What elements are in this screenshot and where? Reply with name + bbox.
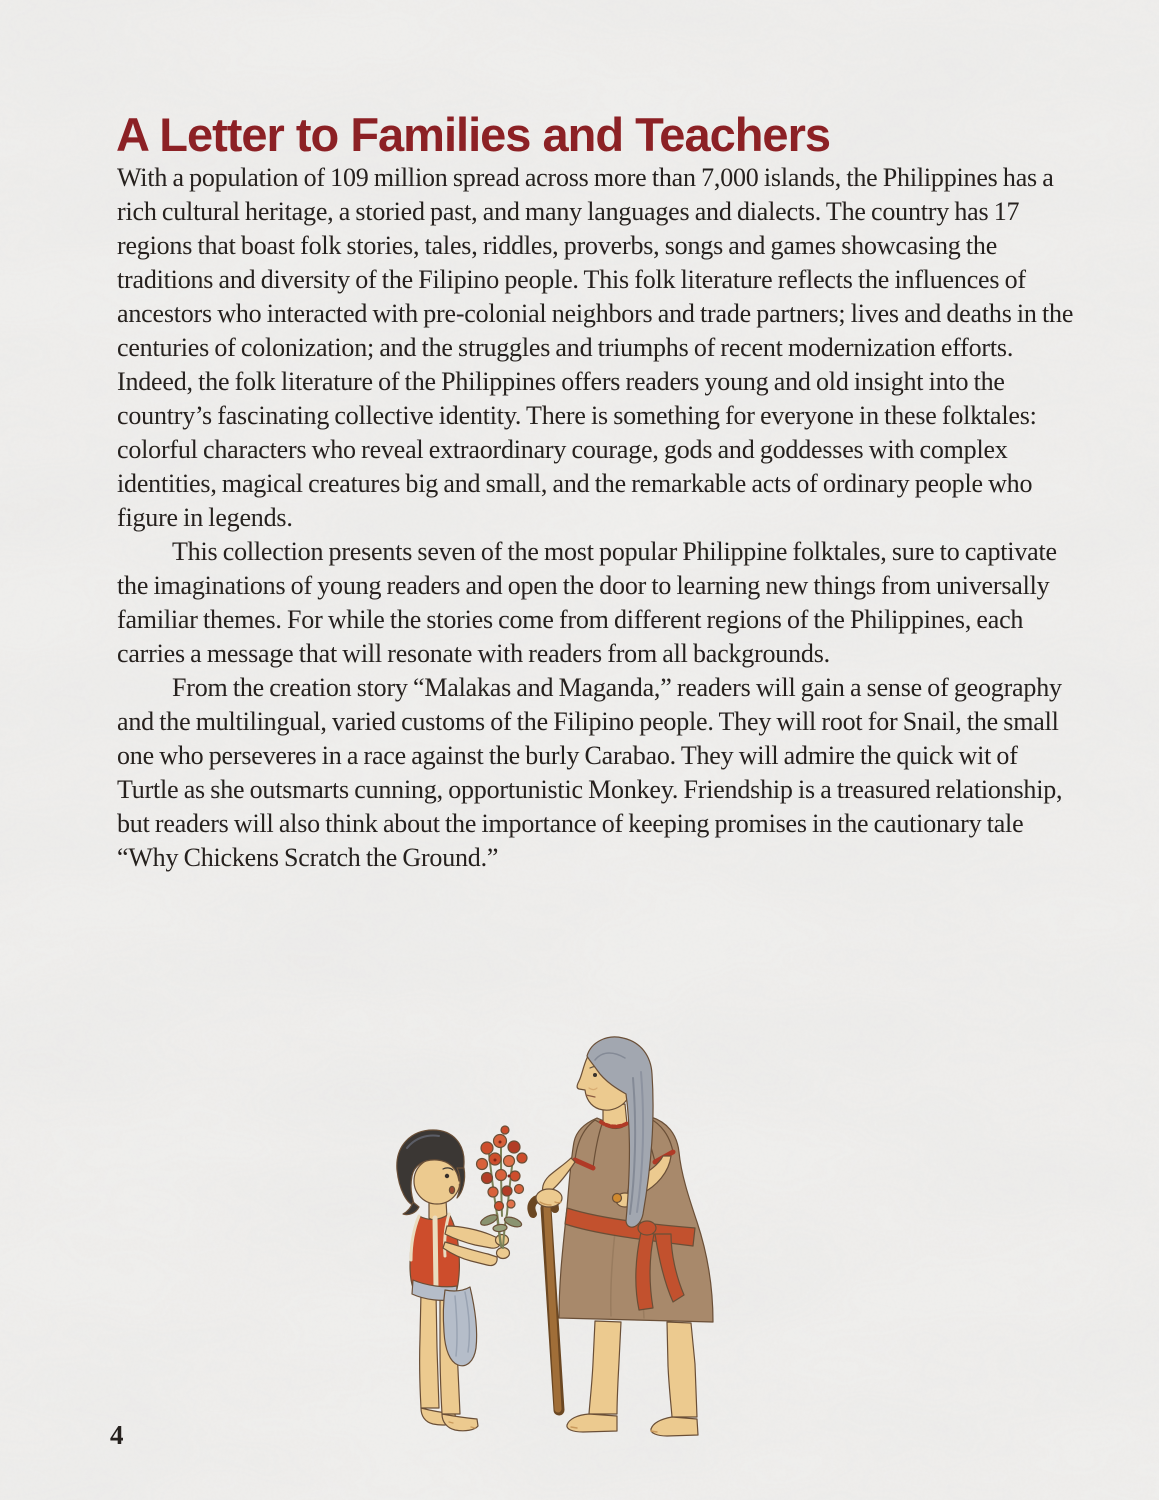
elder-woman-figure [531, 1037, 713, 1436]
child-figure [397, 1130, 510, 1431]
illustration-child-offering-flowers-to-elder-icon [383, 1018, 728, 1450]
paragraph-1: With a population of 109 million spread across more than 7,000 islands, the Philippines has a rich cultural heritage, a storied past, and many languages and dialects. The country has 17 regions that boast folk stories, tales, riddles, proverbs, songs and games showcasing the traditions and diversity of the Filipino people. This folk literature reflects the influences of ancestors who interacted with pre-colonial neighbors and trade partners; lives and deaths in the centuries of colonization; and the struggles and triumphs of recent modernization efforts. Indeed, the folk literature of the Philippines offers readers young and old insight into the country’s fascinating collective identity. There is something for everyone in these folktales: colorful characters who reveal extraordinary courage, gods and goddesses with complex identities, magical creatures big and small, and the remarkable acts of ordinary people who figure in legends. [117, 163, 1074, 532]
page-title: A Letter to Families and Teachers [116, 108, 830, 162]
paragraph-2: This collection presents seven of the most popular Philippine folktales, sure to captivate the imaginations of young readers and open the door to learning new things from universally familiar themes. For while the stories come from different regions of the Philippines, each carries a message that will resonate with readers from all backgrounds. [117, 537, 1057, 668]
letter-body [117, 161, 1075, 875]
page-number: 4 [110, 1420, 124, 1450]
paragraph-3: From the creation story “Malakas and Maganda,” readers will gain a sense of geography and the multilingual, varied customs of the Filipino people. They will root for Snail, the small one who perseveres in a race against the burly Carabao. They will admire the quick wit of Turtle as she outsmarts cunning, opportunistic Monkey. Friendship is a treasured relationship, but readers will also think about the importance of keeping promises in the cautionary tale “Why Chickens Scratch the Ground.” [117, 673, 1063, 872]
flower-bouquet [477, 1126, 528, 1248]
